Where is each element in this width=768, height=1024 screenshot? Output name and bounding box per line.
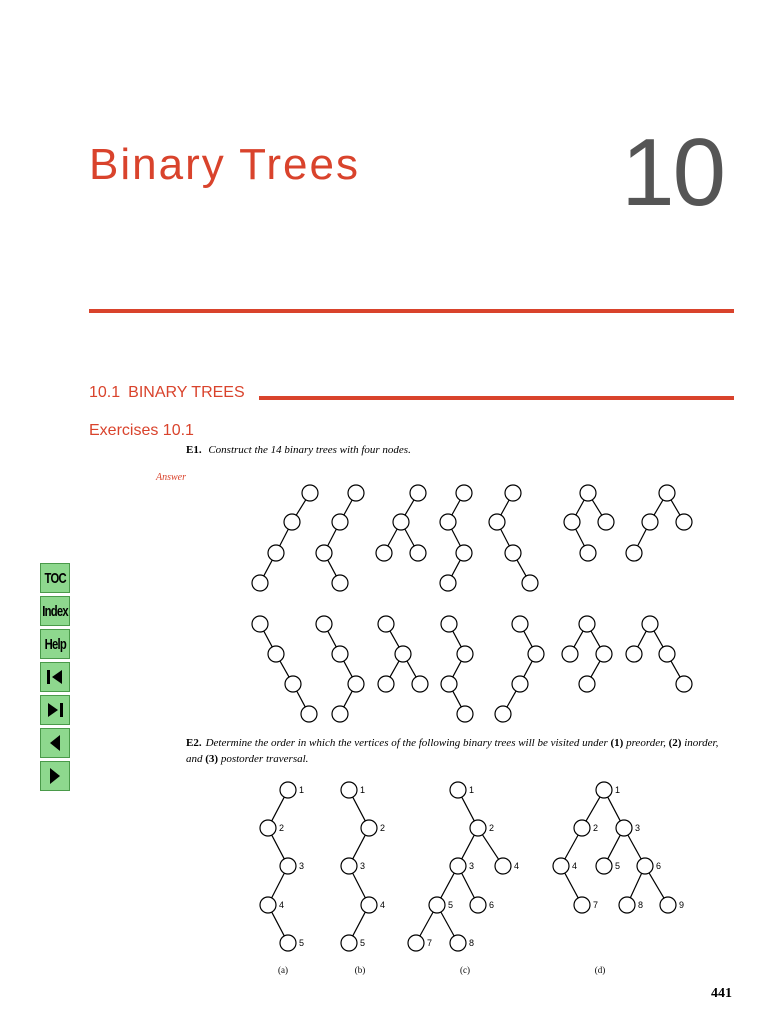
tree-node <box>376 545 392 561</box>
tree-edge <box>353 912 366 936</box>
binary-tree <box>495 616 544 722</box>
tree-edge <box>517 560 526 576</box>
tree-edge <box>264 631 272 647</box>
tree-node <box>440 575 456 591</box>
tree-node <box>260 897 276 913</box>
tree-node <box>341 858 357 874</box>
node-label: 2 <box>593 823 599 833</box>
tree-edge <box>328 631 336 647</box>
binary-tree-b <box>341 782 385 951</box>
node-label: 3 <box>360 861 366 871</box>
tree-edge <box>297 691 305 707</box>
bold-marker: (1) <box>610 737 624 749</box>
binary-tree <box>252 485 318 591</box>
tree-node <box>301 706 317 722</box>
node-label: 4 <box>279 900 285 910</box>
chapter-number: 10 <box>621 119 724 226</box>
tree-node <box>637 858 653 874</box>
tree-edge <box>441 912 454 936</box>
tree-edge <box>630 873 641 897</box>
tree-edge <box>462 873 475 898</box>
tree-node <box>252 616 268 632</box>
tree-node <box>316 545 332 561</box>
tree-node <box>450 782 466 798</box>
tree-node <box>280 935 296 951</box>
tree-node <box>348 485 364 501</box>
tree-edge <box>482 835 498 860</box>
bold-marker: (3) <box>205 753 219 765</box>
tree-edge <box>638 529 647 546</box>
tree-edge <box>452 500 460 515</box>
tree-edge <box>390 631 399 647</box>
tree-edge <box>638 631 646 647</box>
node-label: 5 <box>448 900 454 910</box>
tree-edge <box>272 873 285 898</box>
tree-node <box>450 858 466 874</box>
tree-node <box>564 514 580 530</box>
tree-node <box>495 706 511 722</box>
tree-edge <box>453 691 461 707</box>
tree-node <box>280 858 296 874</box>
node-label: 8 <box>638 900 644 910</box>
tree-node <box>341 935 357 951</box>
binary-tree <box>562 616 612 692</box>
tree-edge <box>452 560 460 576</box>
binary-tree <box>316 485 364 591</box>
tree-node <box>332 514 348 530</box>
tree-node <box>489 514 505 530</box>
tree-node <box>579 616 595 632</box>
tree-node <box>361 820 377 836</box>
tree-edge <box>586 797 600 821</box>
tree-node <box>505 485 521 501</box>
tree-edge <box>388 529 397 546</box>
tree-node <box>440 514 456 530</box>
tree-node <box>285 676 301 692</box>
tree-node <box>332 706 348 722</box>
tree-edge <box>608 797 621 821</box>
tree-node <box>470 897 486 913</box>
tree-node <box>553 858 569 874</box>
tree-edge <box>574 631 583 647</box>
tree-node <box>410 485 426 501</box>
tree-node <box>676 514 692 530</box>
index-label: Index <box>42 602 68 620</box>
tree-node <box>642 616 658 632</box>
tree-edge <box>272 912 285 936</box>
node-label: 4 <box>514 861 520 871</box>
tree-node <box>429 897 445 913</box>
tree-node <box>659 485 675 501</box>
tree-node <box>505 545 521 561</box>
tree-node <box>598 514 614 530</box>
node-label: 5 <box>360 938 366 948</box>
tree-edge <box>628 835 641 859</box>
tree-node <box>626 646 642 662</box>
exercise-label: E1. <box>186 444 202 456</box>
node-label: 2 <box>489 823 495 833</box>
tree-edge <box>353 835 366 859</box>
tree-edge <box>576 500 584 515</box>
binary-tree <box>626 616 692 692</box>
tree-edge <box>390 661 399 677</box>
tree-node <box>332 575 348 591</box>
tree-edge <box>453 661 461 677</box>
tree-edge <box>344 500 352 515</box>
binary-tree <box>440 485 472 591</box>
tree-edge <box>344 661 352 677</box>
node-label: 2 <box>279 823 285 833</box>
tree-node <box>284 514 300 530</box>
node-label: 3 <box>299 861 305 871</box>
tree-node <box>316 616 332 632</box>
tree-node <box>562 646 578 662</box>
tree-edge <box>501 500 509 515</box>
tree-edge <box>328 529 337 546</box>
binary-tree <box>489 485 538 591</box>
binary-tree <box>252 616 317 722</box>
node-label: 2 <box>380 823 386 833</box>
tree-node <box>456 545 472 561</box>
tree-node <box>676 676 692 692</box>
tree-node <box>619 897 635 913</box>
tree-edge <box>507 691 516 707</box>
tree-caption: (a) <box>278 965 288 975</box>
exercise-text-part: preorder, <box>623 737 669 749</box>
node-label: 3 <box>469 861 475 871</box>
tree-node <box>378 616 394 632</box>
tree-edge <box>344 691 352 707</box>
tree-node <box>412 676 428 692</box>
node-label: 7 <box>593 900 599 910</box>
tree-node <box>441 616 457 632</box>
answer-link[interactable]: Answer <box>156 472 186 483</box>
exercise-text-part: postorder traversal. <box>218 753 309 765</box>
tree-edge <box>296 500 306 515</box>
tree-node <box>393 514 409 530</box>
tree-node <box>512 676 528 692</box>
tree-edge <box>353 797 366 821</box>
tree-node <box>341 782 357 798</box>
tree-node <box>457 646 473 662</box>
node-label: 5 <box>299 938 305 948</box>
tree-node <box>580 545 596 561</box>
tree-node <box>456 485 472 501</box>
tree-edge <box>524 661 532 677</box>
tree-edge <box>608 835 621 859</box>
tree-node <box>252 575 268 591</box>
node-label: 3 <box>635 823 641 833</box>
node-label: 9 <box>679 900 685 910</box>
tree-node <box>596 646 612 662</box>
tree-edge <box>420 912 433 936</box>
exercise-text: Construct the 14 binary trees with four nodes. <box>208 444 411 456</box>
tree-node <box>574 820 590 836</box>
tree-edge <box>452 529 461 546</box>
tree-edge <box>328 560 336 576</box>
tree-node <box>528 646 544 662</box>
tree-node <box>596 782 612 798</box>
tree-node <box>450 935 466 951</box>
node-label: 1 <box>469 785 475 795</box>
tree-node <box>616 820 632 836</box>
tree-edge <box>671 661 680 677</box>
exercise-label: E2. <box>186 737 202 749</box>
section-title: BINARY TREES <box>128 384 245 401</box>
tree-node <box>574 897 590 913</box>
tree-node <box>512 616 528 632</box>
tree-node <box>395 646 411 662</box>
tree-edge <box>591 661 600 677</box>
bold-marker: (2) <box>668 737 682 749</box>
node-label: 6 <box>656 861 662 871</box>
tree-edge <box>405 500 414 515</box>
tree-caption: (b) <box>354 965 366 975</box>
tree-edge <box>671 500 680 515</box>
tree-node <box>268 646 284 662</box>
tree-edge <box>264 560 272 576</box>
tree-edge <box>453 631 461 647</box>
tree-edge <box>576 529 585 546</box>
tree-edge <box>462 797 475 821</box>
tree-node <box>580 485 596 501</box>
tree-edge <box>272 797 285 821</box>
tree-edge <box>649 873 664 898</box>
help-label: Help <box>44 635 66 653</box>
tree-edge <box>353 873 366 898</box>
binary-tree-c <box>408 782 519 951</box>
node-label: 5 <box>615 861 621 871</box>
tree-edge <box>272 835 285 859</box>
tree-node <box>470 820 486 836</box>
chapter-title: Binary Trees <box>89 140 360 189</box>
tree-edge <box>407 661 416 677</box>
tree-edge <box>654 500 663 515</box>
node-label: 4 <box>572 861 578 871</box>
tree-node <box>522 575 538 591</box>
tree-node <box>626 545 642 561</box>
tree-node <box>348 676 364 692</box>
node-label: 7 <box>427 938 433 948</box>
node-label: 4 <box>380 900 386 910</box>
tree-node <box>302 485 318 501</box>
section-number: 10.1 <box>89 384 121 401</box>
binary-tree <box>376 485 426 561</box>
tree-node <box>408 935 424 951</box>
binary-tree-d <box>553 782 684 913</box>
tree-node <box>659 646 675 662</box>
tree-edge <box>501 529 510 546</box>
toc-label: TOC <box>44 569 66 587</box>
node-label: 8 <box>469 938 475 948</box>
tree-edge <box>565 873 578 898</box>
exercises-heading: Exercises 10.1 <box>89 422 194 439</box>
tree-node <box>495 858 511 874</box>
tree-node <box>332 646 348 662</box>
tree-node <box>660 897 676 913</box>
tree-node <box>361 897 377 913</box>
page-number: 441 <box>711 986 732 1001</box>
tree-node <box>410 545 426 561</box>
tree-node <box>280 782 296 798</box>
tree-edge <box>405 529 414 546</box>
tree-node <box>596 858 612 874</box>
binary-tree <box>626 485 692 561</box>
binary-tree <box>441 616 473 722</box>
tree-node <box>441 676 457 692</box>
tree-caption: (d) <box>594 965 606 975</box>
tree-edge <box>280 529 289 546</box>
node-label: 1 <box>360 785 366 795</box>
exercise-text-part: Determine the order in which the vertices of the following binary trees will be visited under <box>205 737 611 749</box>
binary-tree <box>378 616 428 692</box>
binary-tree <box>316 616 364 722</box>
tree-edge <box>524 631 532 647</box>
tree-edge <box>441 873 454 898</box>
binary-tree-a <box>260 782 304 951</box>
tree-caption: (c) <box>460 965 470 975</box>
tree-node <box>268 545 284 561</box>
tree-edge <box>591 631 600 647</box>
tree-edge <box>462 835 475 859</box>
tree-edge <box>592 500 602 515</box>
tree-node <box>579 676 595 692</box>
binary-tree <box>564 485 614 561</box>
tree-node <box>642 514 658 530</box>
node-label: 1 <box>615 785 621 795</box>
tree-edge <box>654 631 663 647</box>
tree-edge <box>280 661 289 677</box>
node-label: 1 <box>299 785 305 795</box>
node-label: 6 <box>489 900 495 910</box>
tree-node <box>457 706 473 722</box>
tree-node <box>378 676 394 692</box>
exercise-text-part: inorder, and <box>186 737 719 765</box>
tree-edge <box>565 835 578 859</box>
tree-node <box>260 820 276 836</box>
